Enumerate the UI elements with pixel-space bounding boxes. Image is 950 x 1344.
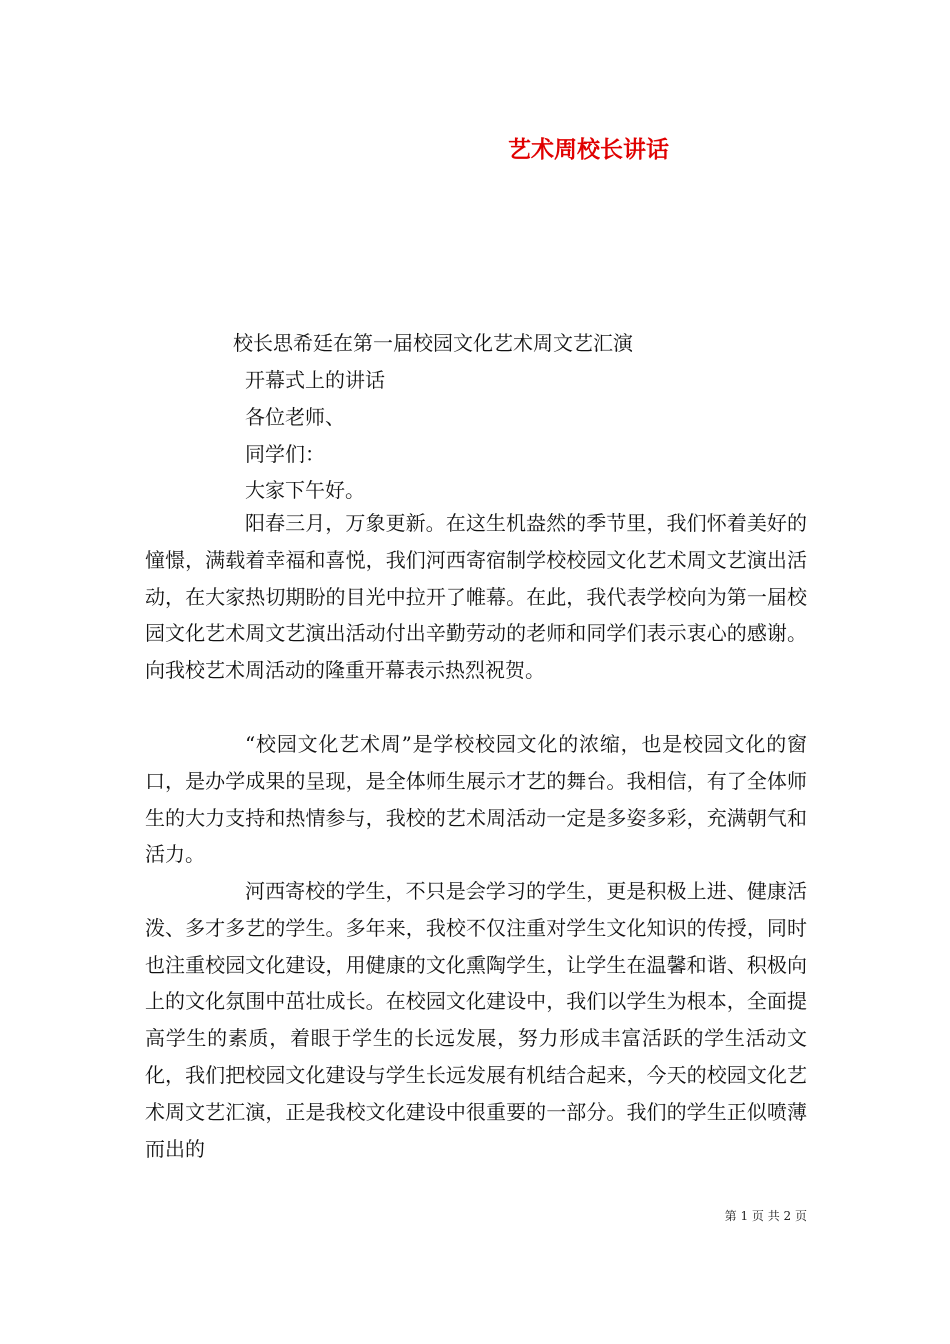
- body-paragraph-1: 阳春三月，万象更新。在这生机盎然的季节里，我们怀着美好的憧憬，满载着幸福和喜悦，我们河西寄宿制学校校园文化艺术周文艺演出活动，在大家热切期盼的目光中拉开了帷幕。在此，我代表学校向为第一届校园文化艺术周文艺演出活动付出辛勤劳动的老师和同学们表示衷心的感谢。向我校艺术周活动的隆重开幕表示热烈祝贺。: [145, 511, 807, 683]
- greeting: 大家下午好。: [245, 478, 365, 502]
- page-number-footer: 第 1 页 共 2 页: [724, 1209, 807, 1223]
- speech-heading-line-2: 开幕式上的讲话: [245, 368, 385, 392]
- body-paragraph-3: 河西寄校的学生，不只是会学习的学生，更是积极上进、健康活泼、多才多艺的学生。多年来，我校不仅注重对学生文化知识的传授，同时也注重校园文化建设，用健康的文化熏陶学生，让学生在温馨和谐、积极向上的文化氛围中茁壮成长。在校园文化建设中，我们以学生为根本，全面提高学生的素质，着眼于学生的长远发展，努力形成丰富活跃的学生活动文化，我们把校园文化建设与学生长远发展有机结合起来，今天的校园文化艺术周文艺汇演，正是我校文化建设中很重要的一部分。我们的学生正似喷薄而出的: [145, 879, 807, 1161]
- body-paragraph-2: “校园文化艺术周”是学校校园文化的浓缩，也是校园文化的窗口，是办学成果的呈现，是全体师生展示才艺的舞台。我相信，有了全体师生的大力支持和热情参与，我校的艺术周活动一定是多姿多彩，充满朝气和活力。: [145, 732, 807, 867]
- salutation-students: 同学们：: [245, 442, 325, 466]
- document-title: 艺术周校长讲话: [508, 136, 669, 163]
- salutation-teachers: 各位老师、: [245, 405, 345, 429]
- speech-heading-line-1: 校长思希廷在第一届校园文化艺术周文艺汇演: [233, 331, 633, 355]
